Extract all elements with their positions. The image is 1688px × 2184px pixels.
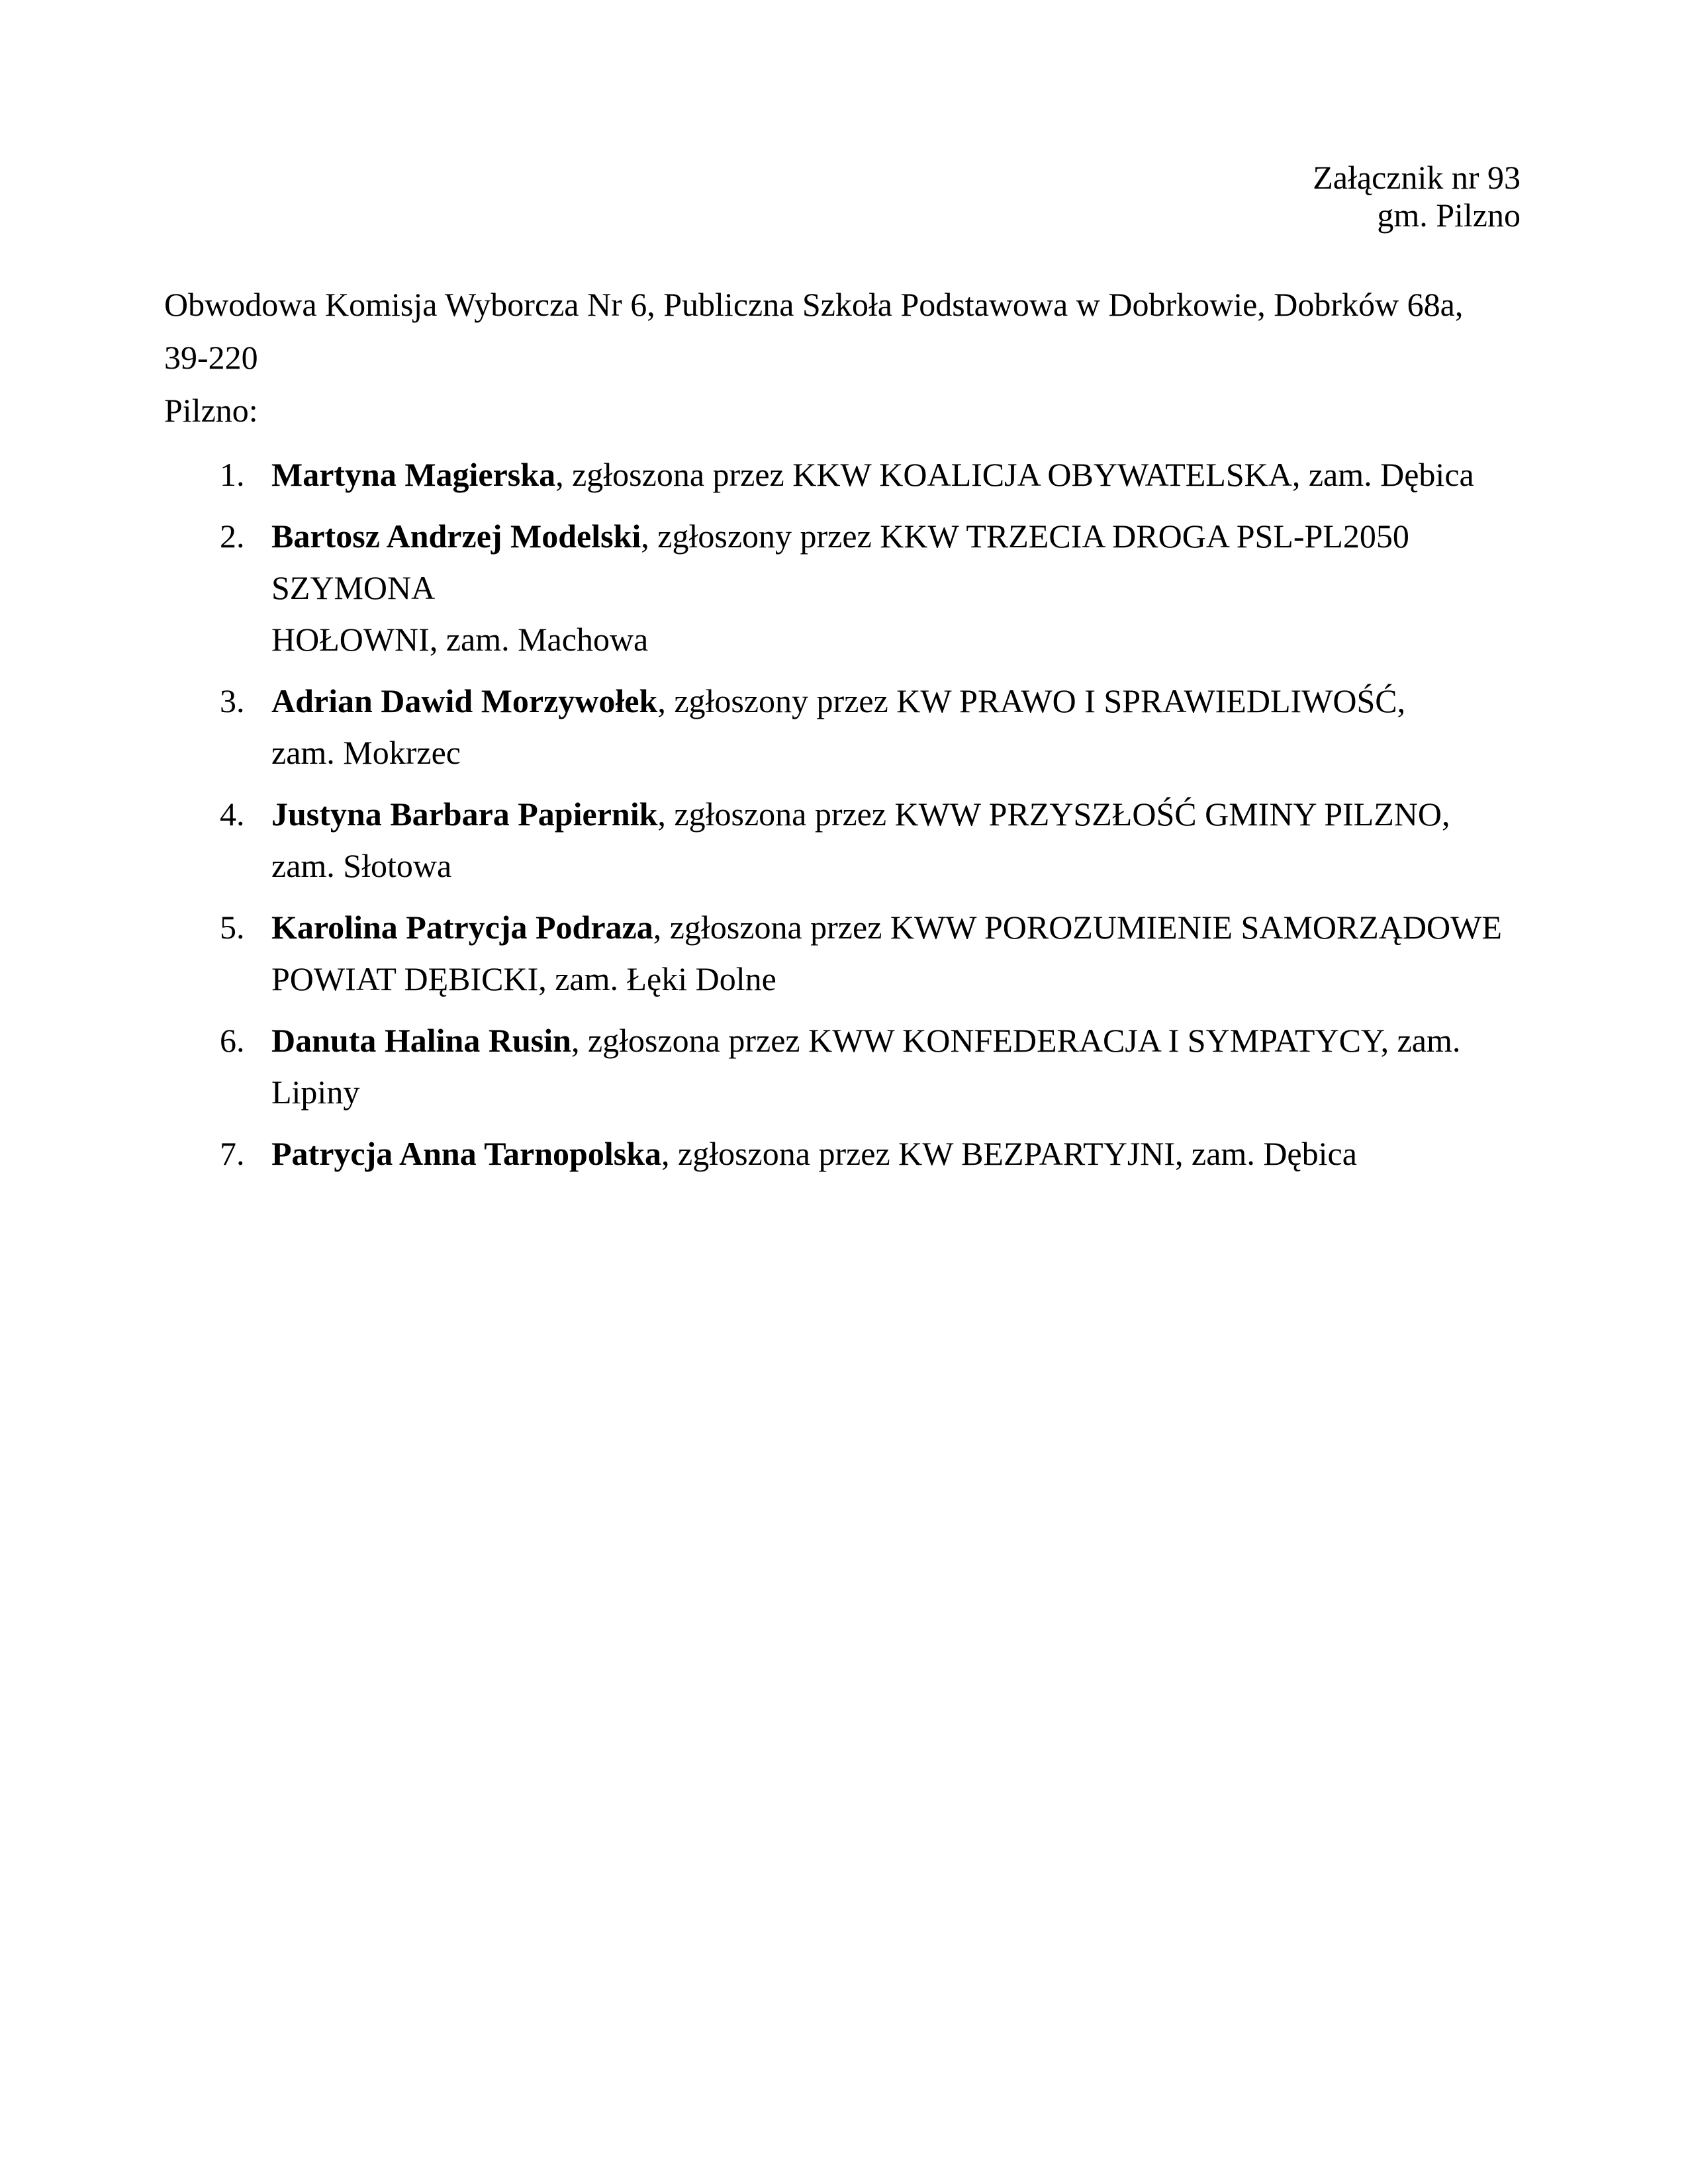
- member-item-6: [220, 1015, 1537, 1118]
- member-details-line2: zam. Słotowa: [271, 847, 452, 884]
- member-details: , zgłoszona przez KWW PRZYSZŁOŚĆ GMINY PILZNO,: [657, 796, 1450, 833]
- member-details: , zgłoszona przez KWW POROZUMIENIE SAMORZĄDOWE: [653, 909, 1502, 946]
- member-name: Patrycja Anna Tarnopolska: [271, 1135, 662, 1172]
- intro-line-2: Pilzno:: [164, 392, 258, 429]
- member-number: 4.: [220, 796, 245, 833]
- member-entry: [271, 901, 1523, 1005]
- member-name: Adrian Dawid Morzywołek: [271, 682, 658, 719]
- member-item-1: [220, 449, 1537, 500]
- member-details: , zgłoszony przez KKW TRZECIA DROGA PSL-PL2050 SZYMONA: [271, 518, 1409, 606]
- member-details: , zgłoszony przez KW PRAWO I SPRAWIEDLIWOŚĆ,: [657, 682, 1406, 719]
- member-number: 6.: [220, 1022, 245, 1059]
- member-details: , zgłoszona przez KW BEZPARTYJNI, zam. Dębica: [661, 1135, 1357, 1172]
- member-item-7: [220, 1128, 1537, 1179]
- municipality-label: gm. Pilzno: [1377, 197, 1521, 234]
- member-name: Danuta Halina Rusin: [271, 1022, 571, 1059]
- member-item-4: [220, 788, 1537, 891]
- member-item-3: [220, 675, 1537, 778]
- intro-line-1: Obwodowa Komisja Wyborcza Nr 6, Publiczna Szkoła Podstawowa w Dobrkowie, Dobrków 68a, 39-220: [164, 286, 1464, 376]
- member-name: Karolina Patrycja Podraza: [271, 909, 653, 946]
- member-item-2: [220, 510, 1537, 665]
- member-number: 2.: [220, 518, 245, 555]
- member-number: 3.: [220, 682, 245, 719]
- member-name: Bartosz Andrzej Modelski: [271, 518, 641, 555]
- member-details: , zgłoszona przez KWW KONFEDERACJA I SYMPATYCY, zam. Lipiny: [271, 1022, 1461, 1111]
- intro-paragraph: [164, 278, 1508, 437]
- member-details-line2: HOŁOWNI, zam. Machowa: [271, 621, 649, 658]
- member-list: [220, 449, 1537, 1179]
- member-item-5: [220, 901, 1537, 1005]
- member-entry: [271, 1015, 1523, 1118]
- member-number: 1.: [220, 456, 245, 493]
- member-name: Martyna Magierska: [271, 456, 556, 493]
- member-number: 7.: [220, 1135, 245, 1172]
- member-details: , zgłoszona przez KKW KOALICJA OBYWATELSKA, zam. Dębica: [555, 456, 1474, 493]
- member-number: 5.: [220, 909, 245, 946]
- member-entry: [271, 1128, 1523, 1179]
- member-entry: [271, 449, 1523, 500]
- member-details-line2: POWIAT DĘBICKI, zam. Łęki Dolne: [271, 960, 776, 997]
- attachment-label: Załącznik nr 93: [1313, 159, 1521, 196]
- document-header: [1313, 159, 1521, 234]
- member-entry: [271, 788, 1523, 891]
- member-details-line2: zam. Mokrzec: [271, 734, 461, 771]
- member-entry: [271, 675, 1523, 778]
- member-name: Justyna Barbara Papiernik: [271, 796, 658, 833]
- member-entry: [271, 510, 1523, 665]
